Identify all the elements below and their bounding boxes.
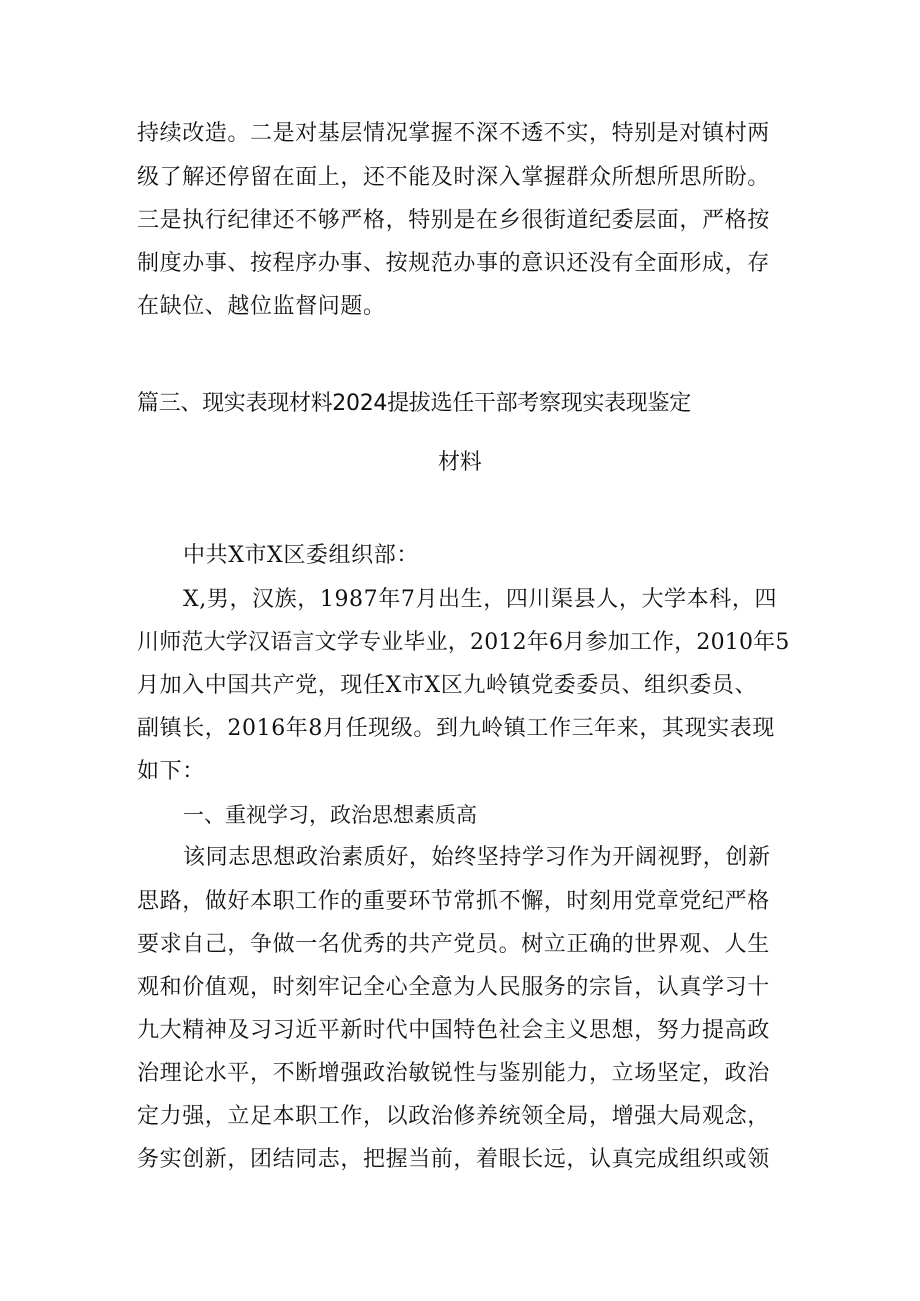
intro-line-1: 持续改造。二是对基层情况掌握不深不透不实，特别是对镇村两 <box>137 121 770 146</box>
section-line-8: 务实创新，团结同志，把握当前，着眼长远，认真完成组织或领 <box>137 1147 770 1172</box>
section-line-4: 观和价值观，时刻牢记全心全意为人民服务的宗旨，认真学习十 <box>137 975 770 1000</box>
section-line-7: 定力强，立足本职工作，以政治修养统领全局，增强大局观念， <box>137 1104 770 1129</box>
article-title-line-2: 材料 <box>438 450 482 475</box>
salutation: 中共X市X区委组织部： <box>183 543 419 568</box>
profile-line-1: X,男，汉族，1987年7月出生，四川渠县人，大学本科，四 <box>183 587 778 612</box>
section-line-2: 思路，做好本职工作的重要环节常抓不懈，时刻用党章党纪严格 <box>137 889 770 914</box>
section-line-6: 治理论水平，不断增强政治敏锐性与鉴别能力，立场坚定，政治 <box>137 1061 770 1086</box>
article-title-line-1: 篇三、现实表现材料2024提拔选任干部考察现实表现鉴定 <box>137 391 691 416</box>
profile-line-5: 如下： <box>137 759 205 784</box>
profile-line-3: 月加入中国共产党，现任X市X区九岭镇党委委员、组织委员、 <box>137 673 758 698</box>
section-line-5: 九大精神及习习近平新时代中国特色社会主义思想，努力提高政 <box>137 1018 770 1043</box>
intro-line-2: 级了解还停留在面上，还不能及时深入掌握群众所想所思所盼。 <box>137 165 770 190</box>
intro-line-4: 制度办事、按程序办事、按规范办事的意识还没有全面形成，存 <box>137 251 770 276</box>
profile-line-2: 川师范大学汉语言文学专业毕业，2012年6月参加工作，2010年5 <box>137 630 790 655</box>
profile-line-4: 副镇长，2016年8月任现级。到九岭镇工作三年来，其现实表现 <box>137 716 775 741</box>
section-line-3: 要求自己，争做一名优秀的共产党员。树立正确的世界观、人生 <box>137 932 770 957</box>
section-heading: 一、重视学习，政治思想素质高 <box>183 803 477 827</box>
intro-line-5: 在缺位、越位监督问题。 <box>137 294 386 319</box>
section-line-1: 该同志思想政治素质好，始终坚持学习作为开阔视野，创新 <box>183 845 771 870</box>
intro-line-3: 三是执行纪律还不够严格，特别是在乡很街道纪委层面，严格按 <box>137 208 770 233</box>
